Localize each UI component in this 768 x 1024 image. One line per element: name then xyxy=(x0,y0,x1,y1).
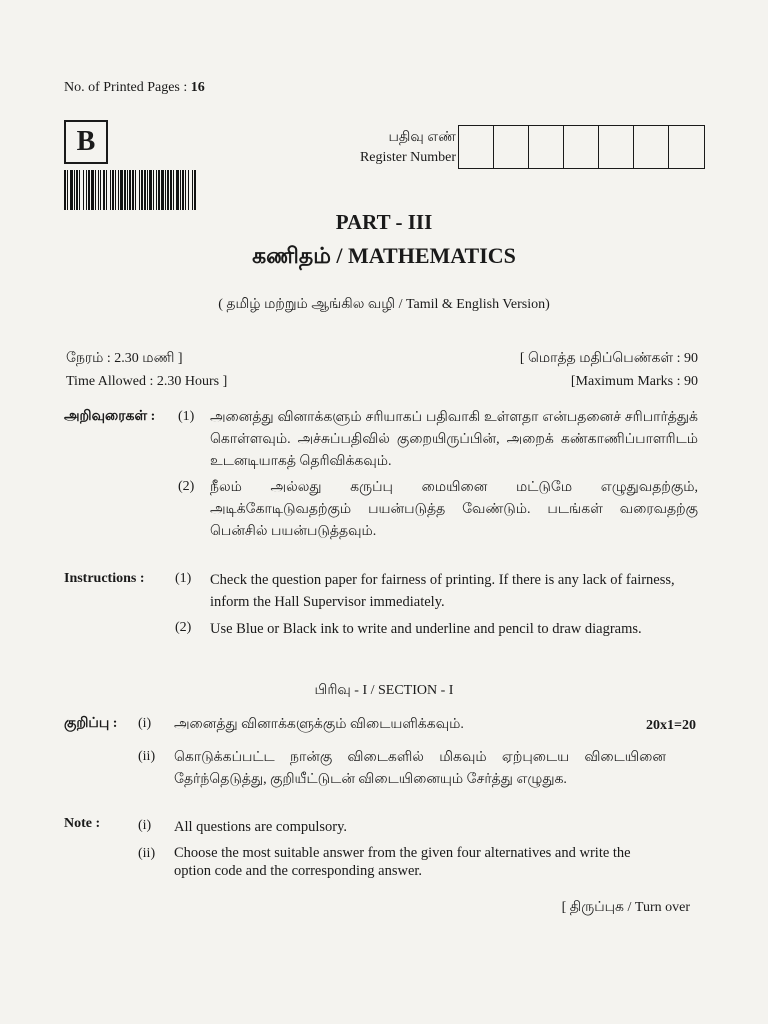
turn-over: [ திருப்புக / Turn over xyxy=(561,900,690,915)
note-ta-label: குறிப்பு : xyxy=(64,716,118,731)
version-line: ( தமிழ் மற்றும் ஆங்கில வழி / Tamil & English Version) xyxy=(218,297,550,312)
instruction-ta-num: (1) xyxy=(178,409,195,424)
note-en-num: (i) xyxy=(138,818,152,833)
maximum-marks xyxy=(520,347,698,393)
note-en-text: Choose the most suitable answer from the given four alternatives and write the option code and the corresponding answer. xyxy=(174,845,631,879)
printed-pages xyxy=(64,80,205,96)
note-en-text: All questions are compulsory. xyxy=(174,819,348,835)
register-label-ta: பதிவு எண் xyxy=(388,130,456,145)
time-allowed xyxy=(66,347,227,393)
note-ta-num: (i) xyxy=(138,716,152,731)
register-digit-box[interactable] xyxy=(634,126,669,168)
instruction-en-text: Check the question paper for fairness of printing. If there is any lack of fairness, inform the Hall Supervisor immediately. xyxy=(210,572,675,610)
subject-title: கணிதம் / MATHEMATICS xyxy=(252,243,516,268)
register-digit-box[interactable] xyxy=(459,126,494,168)
paper-code: B xyxy=(64,120,108,164)
printed-pages-label: No. of Printed Pages : xyxy=(64,80,188,95)
register-label xyxy=(340,128,456,168)
note-ta-num: (ii) xyxy=(138,749,156,764)
register-digit-box[interactable] xyxy=(599,126,634,168)
instruction-en-num: (2) xyxy=(175,620,192,635)
maximum-marks-ta: [ மொத்த மதிப்பெண்கள் : 90 xyxy=(519,351,698,366)
section-title: பிரிவு - I / SECTION - I xyxy=(314,683,454,698)
register-number-boxes[interactable] xyxy=(458,125,705,169)
time-allowed-ta: நேரம் : 2.30 மணி ] xyxy=(66,351,183,366)
register-digit-box[interactable] xyxy=(669,126,704,168)
instruction-ta-text: அனைத்து வினாக்களும் சரியாகப் பதிவாகி உள்ளதா என்பதனைச் சரிபார்த்துக் கொள்ளவும். அச்சுப்பதிவில் குறையிருப்பின், அறைக் கண்காணிப்பாளரிடம் உடனடியாகத் தெரிவிக்கவும். xyxy=(210,410,698,469)
note-ta-text: அனைத்து வினாக்களுக்கும் விடையளிக்கவும். xyxy=(174,717,464,732)
section-marks: 20x1=20 xyxy=(646,718,696,733)
register-digit-box[interactable] xyxy=(494,126,529,168)
barcode xyxy=(64,170,298,210)
instruction-en-num: (1) xyxy=(175,571,192,586)
register-digit-box[interactable] xyxy=(529,126,564,168)
register-label-en: Register Number xyxy=(359,150,456,165)
instruction-ta-num: (2) xyxy=(178,479,195,494)
maximum-marks-en: [Maximum Marks : 90 xyxy=(570,374,698,389)
note-ta-text: கொடுக்கப்பட்ட நான்கு விடைகளில் மிகவும் ஏற்புடைய விடையினை தேர்ந்தெடுத்து, குறியீட்டுடன் விடையினையும் சேர்த்து எழுதுக. xyxy=(174,750,666,787)
instructions-ta-label: அறிவுரைகள் : xyxy=(64,409,156,424)
note-en-label: Note : xyxy=(64,816,101,831)
instruction-ta-text: நீலம் அல்லது கருப்பு மையினை மட்டுமே எழுதுவதற்கும், அடிக்கோடிடுவதற்கும் பயன்படுத்த வேண்டும். படங்கள் வரைவதற்கு பென்சில் பயன்படுத்தவும். xyxy=(210,480,698,539)
barcode-bar xyxy=(196,170,197,210)
time-allowed-en: Time Allowed : 2.30 Hours ] xyxy=(66,374,228,389)
printed-pages-value: 16 xyxy=(190,80,205,95)
note-en-num: (ii) xyxy=(138,846,156,861)
instruction-en-text: Use Blue or Black ink to write and underline and pencil to draw diagrams. xyxy=(210,621,642,637)
instructions-en-label: Instructions : xyxy=(64,571,145,586)
part-title: PART - III xyxy=(335,210,433,234)
register-digit-box[interactable] xyxy=(564,126,599,168)
